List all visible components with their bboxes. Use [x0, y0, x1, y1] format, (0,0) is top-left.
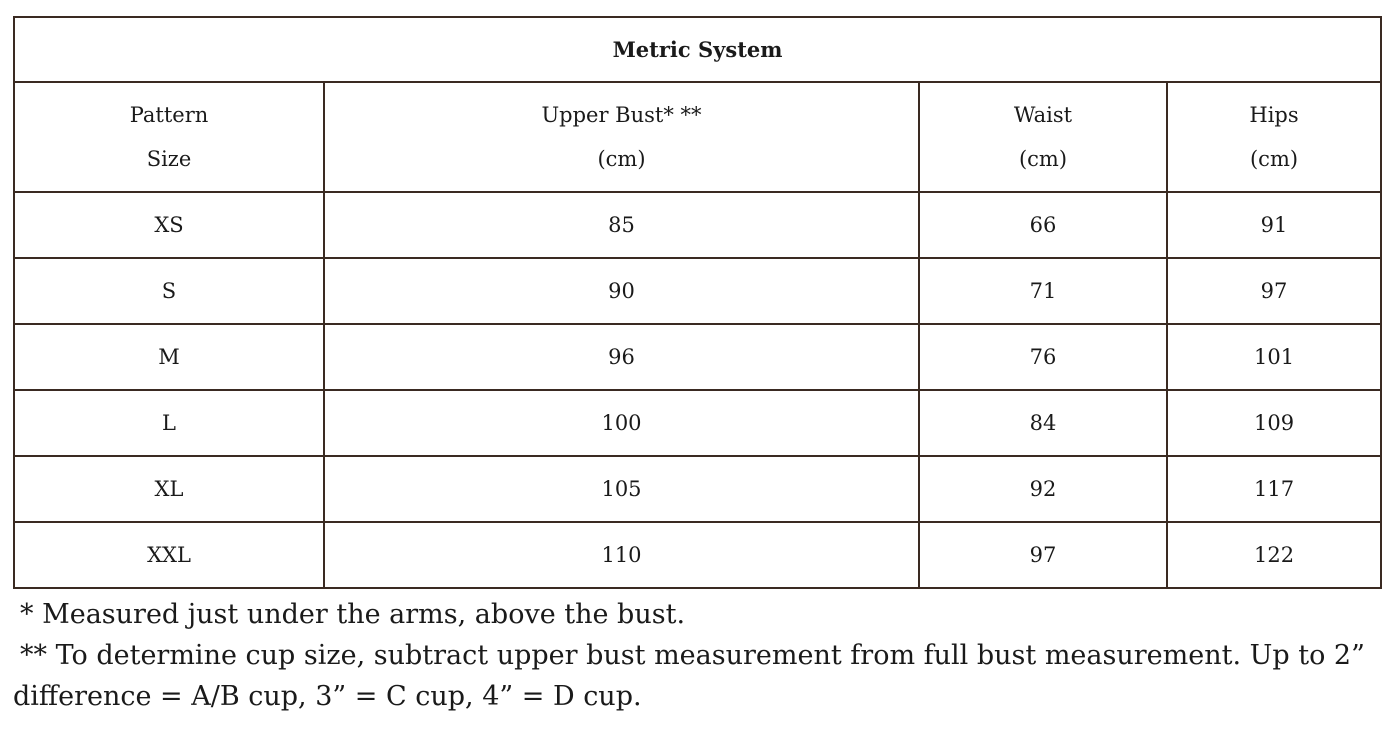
cell-upper-bust: 110	[324, 522, 919, 588]
footnote-cup-size-line1: ** To determine cup size, subtract upper bust measurement from full bust measurement. Up to 2”	[20, 640, 1365, 671]
table-row	[14, 522, 1381, 588]
header-unit: Size	[146, 147, 192, 171]
table-row	[14, 456, 1381, 522]
column-header-hips	[1167, 82, 1381, 192]
table-row	[14, 192, 1381, 258]
footnotes	[13, 594, 1383, 717]
footnote-cup-size-line2: difference = A/B cup, 3” = C cup, 4” = D cup.	[13, 681, 642, 712]
column-header-upper-bust	[324, 82, 919, 192]
table-row	[14, 324, 1381, 390]
size-chart-table	[13, 16, 1382, 589]
header-unit: (cm)	[1018, 147, 1068, 171]
cell-waist: 92	[919, 456, 1167, 522]
cell-upper-bust: 100	[324, 390, 919, 456]
cell-waist: 76	[919, 324, 1167, 390]
cell-upper-bust: 85	[324, 192, 919, 258]
cell-pattern-size: M	[14, 324, 324, 390]
cell-hips: 91	[1167, 192, 1381, 258]
cell-pattern-size: S	[14, 258, 324, 324]
table-row	[14, 258, 1381, 324]
cell-upper-bust: 96	[324, 324, 919, 390]
cell-hips: 101	[1167, 324, 1381, 390]
cell-waist: 71	[919, 258, 1167, 324]
table-header-row	[14, 82, 1381, 192]
table-title: Metric System	[14, 17, 1381, 82]
cell-upper-bust: 105	[324, 456, 919, 522]
cell-pattern-size: XXL	[14, 522, 324, 588]
footnote-upper-bust: * Measured just under the arms, above the bust.	[20, 599, 686, 630]
cell-hips: 97	[1167, 258, 1381, 324]
cell-hips: 122	[1167, 522, 1381, 588]
cell-pattern-size: L	[14, 390, 324, 456]
cell-hips: 117	[1167, 456, 1381, 522]
cell-waist: 84	[919, 390, 1167, 456]
header-unit: (cm)	[597, 147, 646, 171]
column-header-waist	[919, 82, 1167, 192]
cell-pattern-size: XL	[14, 456, 324, 522]
cell-waist: 66	[919, 192, 1167, 258]
table-row	[14, 390, 1381, 456]
header-label: Hips	[1249, 103, 1299, 127]
cell-upper-bust: 90	[324, 258, 919, 324]
header-unit: (cm)	[1249, 147, 1299, 171]
cell-hips: 109	[1167, 390, 1381, 456]
column-header-pattern-size	[14, 82, 324, 192]
cell-waist: 97	[919, 522, 1167, 588]
header-label: Waist	[1013, 103, 1073, 127]
table-title-row	[14, 17, 1381, 82]
header-label: Upper Bust* **	[541, 103, 702, 127]
cell-pattern-size: XS	[14, 192, 324, 258]
header-label: Pattern	[129, 103, 209, 127]
